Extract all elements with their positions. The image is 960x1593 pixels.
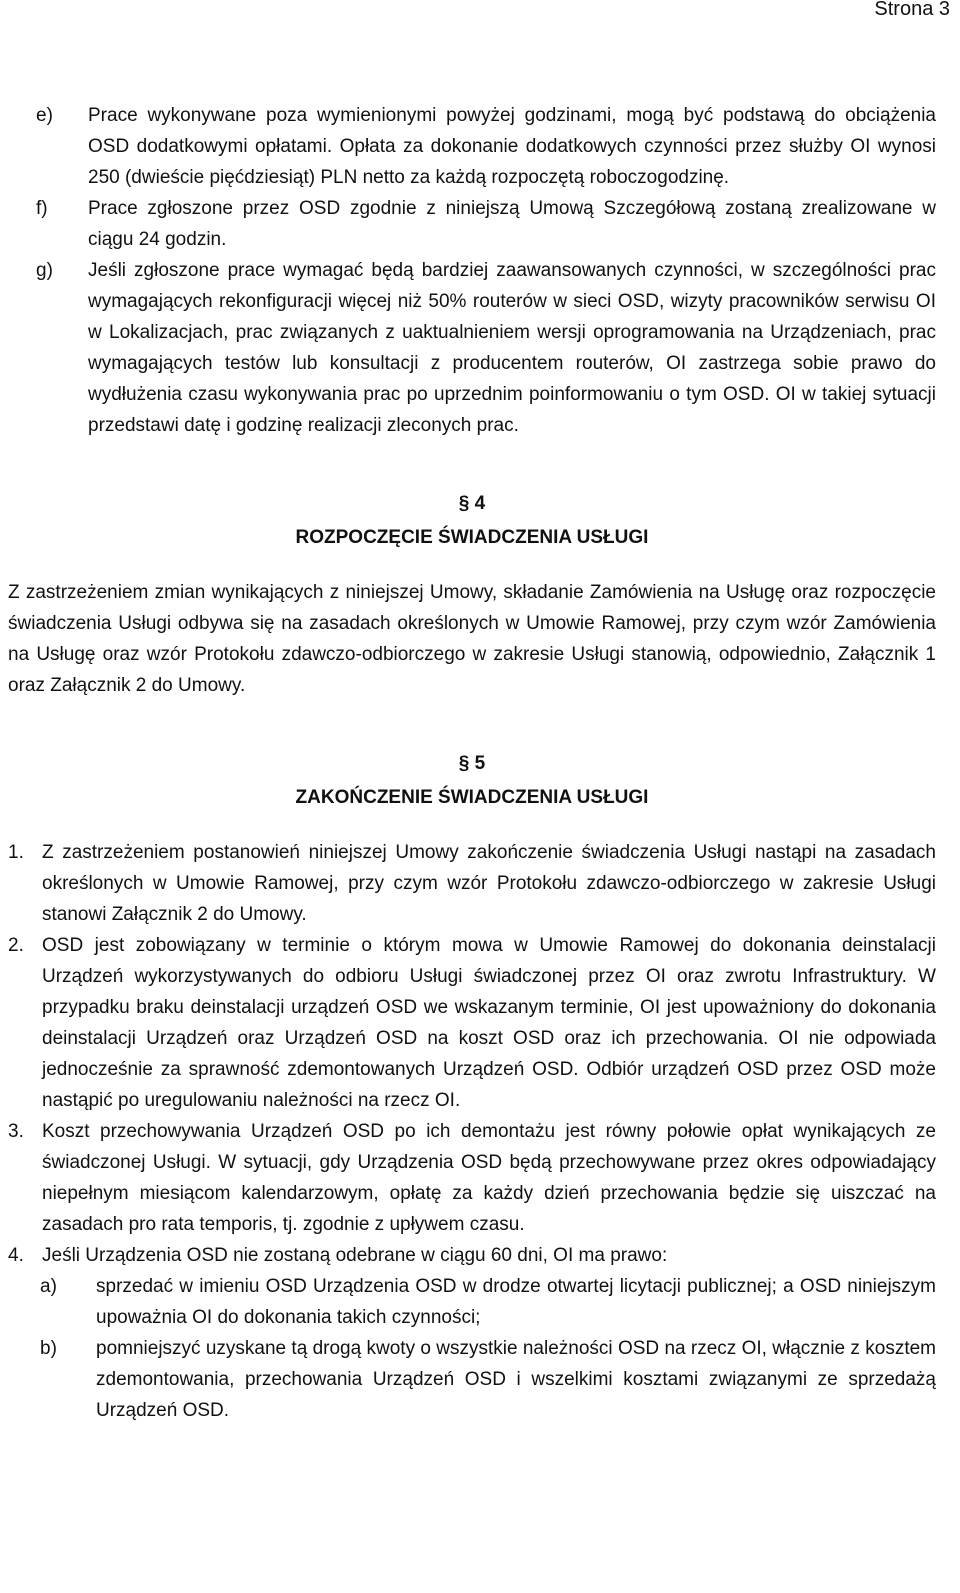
list-marker: e) xyxy=(36,105,53,126)
list-marker: 2. xyxy=(8,935,24,956)
section-number-4: § 4 xyxy=(458,493,486,514)
list-item-3 xyxy=(8,1116,936,1240)
list-item-e xyxy=(8,100,936,193)
list-text: sprzedać w imieniu OSD Urządzenia OSD w drodze otwartej licytacji publicznej; a OSD niniejszym upoważnia OI do dokonania takich czynności; xyxy=(96,1276,936,1328)
list-marker: 4. xyxy=(8,1245,24,1266)
list-marker: 3. xyxy=(8,1121,24,1142)
section-4-paragraph: Z zastrzeżeniem zmian wynikających z niniejszej Umowy, składanie Zamówienia na Usługę oraz rozpoczęcie świadczenia Usługi odbywa się na zasadach określonych w Umowie Ramowej, przy czym wzór Zamówienia na Usługę oraz wzór Protokołu zdawczo-odbiorczego w zakresie Usługi stanowią, odpowiednio, Załącznik 1 oraz Załącznik 2 do Umowy. xyxy=(8,582,936,696)
list-text: OSD jest zobowiązany w terminie o którym mowa w Umowie Ramowej do dokonania deinstalacji Urządzeń wykorzystywanych do odbioru Usługi świadczonej przez OI oraz zwrotu Infrastruktury. W przypadku braku deinstalacji urządzeń OSD we wskazanym terminie, OI jest upoważniony do dokonania deinstalacji Urządzeń oraz Urządzeń OSD na koszt OSD oraz ich przechowania. OI nie odpowiada jednocześnie za sprawność zdemontowanych Urządzeń OSD. Odbiór urządzeń OSD przez OSD może nastąpić po uregulowaniu należności na rzecz OI. xyxy=(42,935,936,1111)
section-title-4: ROZPOCZĘCIE ŚWIADCZENIA USŁUGI xyxy=(295,527,649,548)
section-number-5: § 5 xyxy=(458,753,486,774)
list-text: Koszt przechowywania Urządzeń OSD po ich demontażu jest równy połowie opłat wynikających ze świadczonej Usługi. W sytuacji, gdy Urządzenia OSD będą przechowywane przez okres odpowiadający niepełnym miesiącom kalendarzowym, opłatę za każdy dzień przechowania będzie się uiszczać na zasadach pro rata temporis, tj. zgodnie z upływem czasu. xyxy=(42,1121,936,1235)
list-item-4 xyxy=(8,1240,936,1271)
list-marker: b) xyxy=(40,1338,57,1359)
list-marker: a) xyxy=(40,1276,57,1297)
list-text: pomniejszyć uzyskane tą drogą kwoty o wszystkie należności OSD na rzecz OI, włącznie z kosztem zdemontowania, przechowania Urządzeń OSD i wszelkimi kosztami związanymi ze sprzedażą Urządzeń OSD. xyxy=(96,1338,936,1421)
sub-item-a xyxy=(8,1271,936,1333)
page-number: Strona 3 xyxy=(874,0,950,20)
list-text: Jeśli Urządzenia OSD nie zostaną odebrane w ciągu 60 dni, OI ma prawo: xyxy=(42,1245,668,1266)
list-item-2 xyxy=(8,930,936,1116)
list-text: Z zastrzeżeniem postanowień niniejszej Umowy zakończenie świadczenia Usługi nastąpi na zasadach określonych w Umowie Ramowej, przy czym wzór Protokołu zdawczo-odbiorczego w zakresie Usługi stanowi Załącznik 2 do Umowy. xyxy=(42,842,936,925)
section-title-5: ZAKOŃCZENIE ŚWIADCZENIA USŁUGI xyxy=(295,787,649,808)
sub-item-b xyxy=(8,1333,936,1426)
list-marker: f) xyxy=(36,198,48,219)
list-text: Prace wykonywane poza wymienionymi powyżej godzinami, mogą być podstawą do obciążenia OSD dodatkowymi opłatami. Opłata za dokonanie dodatkowych czynności przez służby OI wynosi 250 (dwieście pięćdziesiąt) PLN netto za każdą rozpoczętą roboczogodzinę. xyxy=(88,105,936,188)
list-text: Prace zgłoszone przez OSD zgodnie z niniejszą Umową Szczegółową zostaną zrealizowane w ciągu 24 godzin. xyxy=(88,198,936,250)
list-text: Jeśli zgłoszone prace wymagać będą bardziej zaawansowanych czynności, w szczególności prac wymagających rekonfiguracji więcej niż 50% routerów w sieci OSD, wizyty pracowników serwisu OI w Lokalizacjach, prac związanych z uaktualnieniem wersji oprogramowania na Urządzeniach, prac wymagających testów lub konsultacji z producentem routerów, OI zastrzega sobie prawo do wydłużenia czasu wykonywania prac po uprzednim poinformowaniu o tym OSD. OI w takiej sytuacji przedstawi datę i godzinę realizacji zleconych prac. xyxy=(88,260,936,436)
list-item-1 xyxy=(8,837,936,930)
list-marker: 1. xyxy=(8,842,24,863)
list-item-g xyxy=(8,255,936,441)
document-body xyxy=(8,100,936,1426)
list-marker: g) xyxy=(36,260,53,281)
list-item-f xyxy=(8,193,936,255)
